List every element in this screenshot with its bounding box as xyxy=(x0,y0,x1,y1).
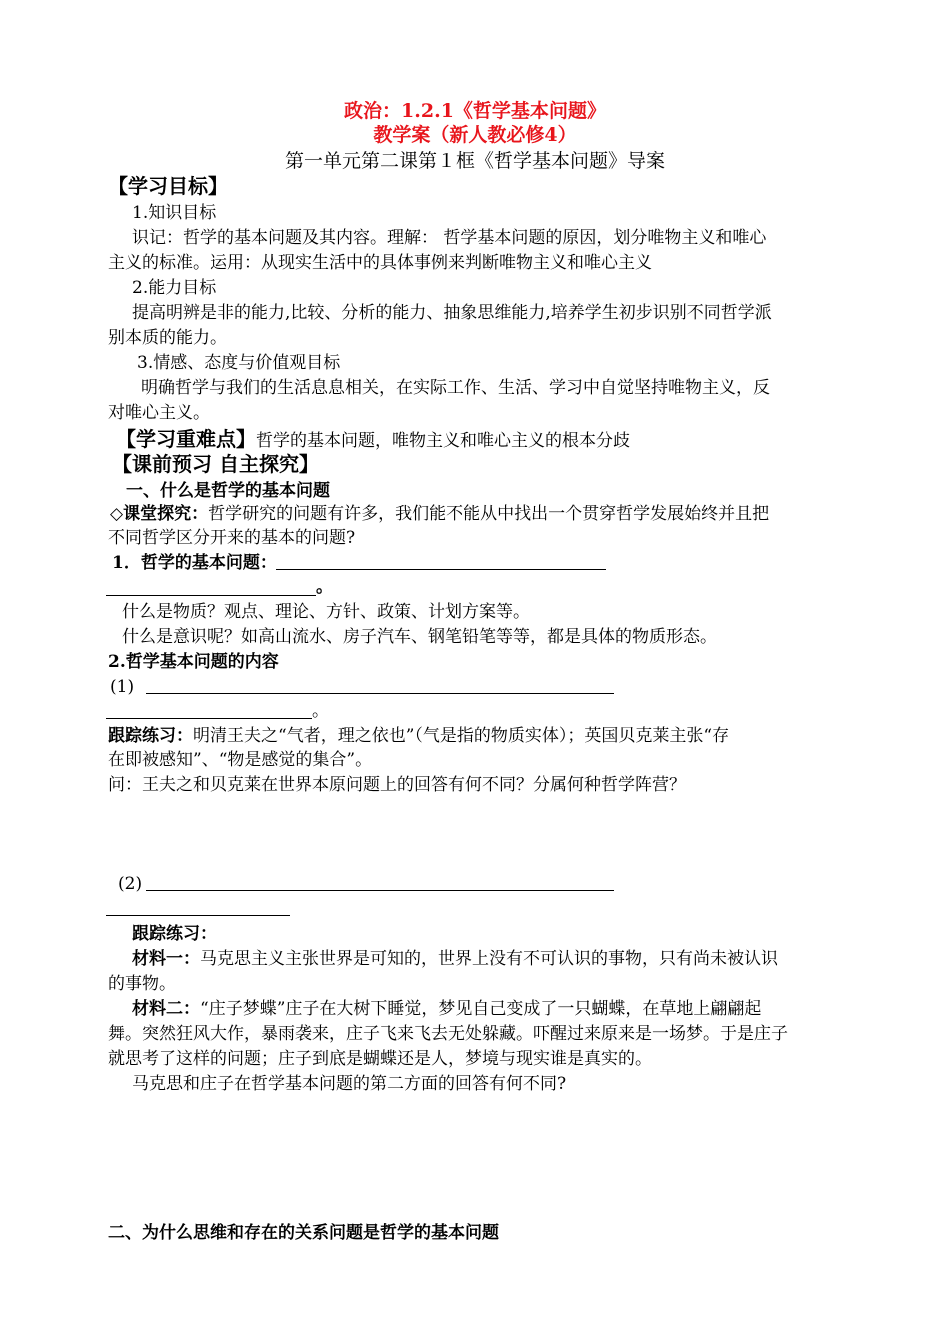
item2-answer-blank-cont[interactable] xyxy=(106,898,290,916)
matter-text: 什么是物质？观点、理论、方针、政策、计划方案等。 xyxy=(122,602,530,622)
practice2-question: 马克思和庄子在哲学基本问题的第二方面的回答有何不同? xyxy=(132,1074,567,1094)
item1-answer-blank[interactable] xyxy=(146,676,614,694)
q1-end: 。 xyxy=(316,577,333,597)
document-subtitle: 第一单元第二课第１框《哲学基本问题》导案 xyxy=(284,150,665,172)
practice1-text-cont: 在即被感知”、“物是感觉的集合”。 xyxy=(108,750,373,770)
material2-text: “庄子梦蝶”庄子在大树下睡觉，梦见自己变成了一只蝴蝶，在草地上翩翩起 xyxy=(200,999,762,1019)
emotion-goal-text: 明确哲学与我们的生活息息相关，在实际工作、生活、学习中自觉坚持唯物主义，反 xyxy=(141,378,770,398)
section2-title: 二、为什么思维和存在的关系问题是哲学的基本问题 xyxy=(108,1223,499,1243)
material1-text-cont: 的事物。 xyxy=(108,974,176,994)
item1-label: (1) xyxy=(110,677,135,697)
preview-heading: 【课前预习 自主探究】 xyxy=(112,452,319,476)
practice1-line xyxy=(108,725,729,747)
practice1-text: 明清王夫之“气者，理之依也”（气是指的物质实体）；英国贝克莱主张“存 xyxy=(193,726,730,746)
emotion-goal-text-cont: 对唯心主义。 xyxy=(108,403,210,423)
key-points-text: 哲学的基本问题，唯物主义和唯心主义的根本分歧 xyxy=(256,431,630,451)
knowledge-goal-text-cont: 主义的标准。运用：从现实生活中的具体事例来判断唯物主义和唯心主义 xyxy=(108,253,652,273)
material2-text-cont: 舞。突然狂风大作，暴雨袭来，庄子飞来飞去无处躲藏。吓醒过来原来是一场梦。于是庄子 xyxy=(108,1024,788,1044)
knowledge-goal-label: 1.知识目标 xyxy=(132,203,217,223)
key-points xyxy=(116,428,630,452)
knowledge-goal-text: 识记：哲学的基本问题及其内容。理解： 哲学基本问题的原因，划分唯物主义和唯心 xyxy=(132,228,767,248)
practice1-question: 问：王夫之和贝克莱在世界本原问题上的回答有何不同？分属何种哲学阵营？ xyxy=(108,775,686,795)
material1-label: 材料一： xyxy=(132,949,200,969)
q2-label: 2.哲学基本问题的内容 xyxy=(108,652,279,672)
item2-label: (2) xyxy=(118,874,143,894)
ability-goal-text: 提高明辨是非的能力,比较、分析的能力、抽象思维能力,培养学生初步识别不同哲学派 xyxy=(132,303,772,323)
practice2-label: 跟踪练习： xyxy=(132,924,217,944)
document-title-line2: 教学案（新人教必修4） xyxy=(373,124,577,146)
q1-answer-blank[interactable] xyxy=(276,552,606,570)
goals-heading: 【学习目标】 xyxy=(108,174,228,198)
item2-answer-blank[interactable] xyxy=(146,873,614,891)
explore-label: ◇课堂探究： xyxy=(110,504,209,524)
material1-text: 马克思主义主张世界是可知的，世界上没有不可认识的事物，只有尚未被认识 xyxy=(200,949,778,969)
material1-line xyxy=(132,948,778,970)
item1-end: 。 xyxy=(312,701,329,721)
explore-text-cont: 不同哲学区分开来的基本的问题? xyxy=(108,528,356,548)
explore-line xyxy=(110,503,769,525)
q1-answer-blank-cont[interactable] xyxy=(106,578,316,596)
explore-text: 哲学研究的问题有许多，我们能不能从中找出一个贯穿哲学发展始终并且把 xyxy=(208,504,770,524)
key-points-label: 【学习重难点】 xyxy=(116,427,256,451)
practice1-label: 跟踪练习： xyxy=(108,726,193,746)
ability-goal-text-cont: 别本质的能力。 xyxy=(108,328,227,348)
document-title: 政治：1.2.1《哲学基本问题》 xyxy=(344,100,606,122)
ability-goal-label: 2.能力目标 xyxy=(132,278,217,298)
consciousness-text: 什么是意识呢？如高山流水、房子汽车、钢笔铅笔等等，都是具体的物质形态。 xyxy=(122,627,717,647)
material2-line xyxy=(132,998,761,1020)
item1-answer-blank-cont[interactable] xyxy=(106,701,312,719)
section1-title: 一、什么是哲学的基本问题 xyxy=(126,481,330,501)
q1-label: 1．哲学的基本问题： xyxy=(112,553,277,573)
material2-label: 材料二： xyxy=(132,999,200,1019)
material2-text-cont2: 就思考了这样的问题；庄子到底是蝴蝶还是人，梦境与现实谁是真实的。 xyxy=(108,1049,652,1069)
emotion-goal-label: 3.情感、态度与价值观目标 xyxy=(137,353,341,373)
